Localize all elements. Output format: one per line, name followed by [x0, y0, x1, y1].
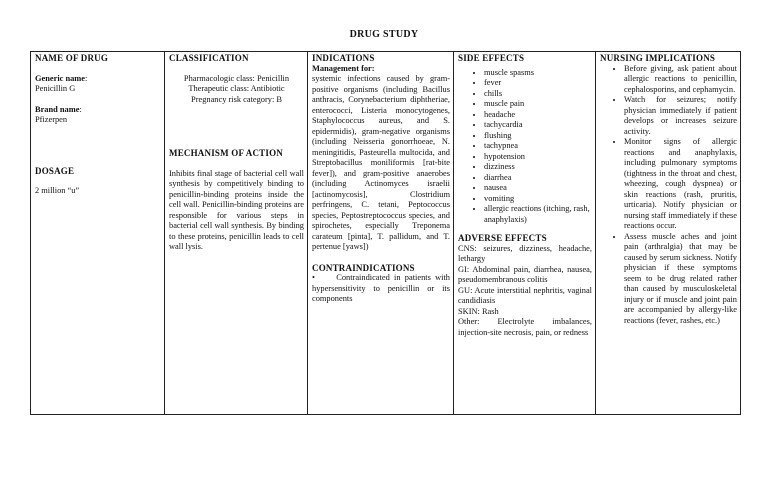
brand-name-value: Pfizerpen: [35, 115, 68, 124]
document-title: DRUG STUDY: [349, 29, 419, 40]
generic-name-label: Generic name: [35, 73, 86, 83]
generic-name-block: Generic name: Penicillin G: [35, 74, 161, 95]
pharmacologic-class: Pharmacologic class: Penicillin: [183, 73, 290, 83]
classification-cell: [165, 52, 308, 415]
adverse-effects-list: [458, 244, 592, 339]
side-effects-header: SIDE EFFECTS: [458, 53, 525, 63]
list-item: • flushing: [484, 131, 592, 142]
adverse-gi: GI: Abdominal pain, diarrhea, nausea, pseudomembranous colitis: [458, 264, 592, 284]
indications-text: systemic infections caused by gram-positive organisms (including Bacillus anthracis, Corynebacterium diphtheriae, enterococci, Listeria monocytogenes, Staphylococcus aureus, and S. epidermidis), gram-negative organisms (including Neisseria gonorrhoeae, N. meningitidis, Pasteurella multocida, and Streptobacillus moniliformis [rat-bite fever]), and gram-positive anaerobes (including Actinomyces israelii [actinomycosis], Clostridium perfringens, C. tetani, Peptococcus species, Peptostreptococcus species, and spirochetes, especially Treponema carateum [pinta], T. pallidum, and T. pertenue [yaws]): [312, 74, 450, 251]
list-item: • dizziness: [484, 162, 592, 173]
mechanism-text: Inhibits final stage of bacterial cell wall synthesis by competitively binding to penicillin-binding proteins inside the cell wall. Penicillin-binding proteins are responsible for various steps in bacterial cell wall synthesis. By binding to these proteins, penicillin leads to cell wall lysis.: [169, 168, 304, 251]
bullet-icon: •: [312, 273, 337, 282]
adverse-gu: GU: Acute interstitial nephritis, vaginal candidiasis: [458, 285, 592, 305]
brand-name-label: Brand name: [35, 104, 80, 114]
contraindications-block: [312, 273, 450, 305]
list-item: • hypotension: [484, 152, 592, 163]
list-item: • muscle pain: [484, 99, 592, 110]
classification-list: [169, 74, 304, 106]
nursing-implications-cell: [596, 52, 741, 415]
list-item: • Assess muscle aches and joint pain (arthralgia) that may be caused by serum sickness. Notify physician if these symptoms seem to be drug related rather than caused by musculoskeletal injury or if muscle and joint pain are accompanied by allergy-like reactions (fever, rashes, etc.): [624, 232, 737, 327]
list-item: • headache: [484, 110, 592, 121]
mechanism-header: MECHANISM OF ACTION: [169, 148, 283, 158]
list-item: • tachypnea: [484, 141, 592, 152]
drug-study-table: [30, 51, 741, 415]
list-item: • muscle spasms: [484, 68, 592, 79]
list-item: • Before giving, ask patient about allergic reactions to penicillin, cephalosporins, and cephamycin.: [624, 64, 737, 96]
table-row: [31, 52, 741, 415]
adverse-effects-header: ADVERSE EFFECTS: [458, 233, 547, 243]
indications-cell: INDICATIONS Management for: systemic infections caused by gram-positive organisms (including Bacillus anthracis, Corynebacterium diphtheriae, enterococci, Listeria monocytogenes, Staphylococcus aureus, and S. epidermidis), gram-negative organisms (including Neisseria gonorrhoeae, N. meningitidis, Pasteurella multocida, and Streptobacillus moniliformis [rat-bite fever]), and gram-positive anaerobes (including Actinomyces israelii [actinomycosis], Clostridium perfringens, C. tetani, Peptococcus species, Peptostreptococcus species, and spirochetes, especially Treponema carateum [pinta], T. pallidum, and T. pertenue [yaws]) CONTRAINDICATIONS • Contraindicated in patients with hypersensitivity to penicillin or its components: [308, 52, 454, 415]
dosage-value: 2 million “u”: [35, 186, 80, 195]
list-item: • diarrhea: [484, 173, 592, 184]
name-of-drug-header: NAME OF DRUG: [35, 53, 109, 63]
brand-name-block: Brand name: Pfizerpen: [35, 105, 161, 126]
classification-header: CLASSIFICATION: [169, 53, 249, 63]
list-item: • vomiting: [484, 194, 592, 205]
dosage-header: DOSAGE: [35, 165, 75, 176]
generic-name-value: Penicillin G: [35, 84, 76, 93]
contraindications-text: Contraindicated in patients with hypersensitivity to penicillin or its components: [312, 273, 450, 303]
indications-header: INDICATIONS: [312, 53, 375, 63]
drug-name-cell: [31, 52, 165, 415]
management-label: Management for: [312, 63, 372, 73]
contraindications-header: CONTRAINDICATIONS: [312, 262, 415, 273]
adverse-skin: SKIN: Rash: [458, 306, 499, 316]
nursing-implications-header: NURSING IMPLICATIONS: [600, 53, 716, 63]
list-item: • allergic reactions (itching, rash, anaphylaxis): [484, 204, 592, 225]
list-item: • nausea: [484, 183, 592, 194]
list-item: • chills: [484, 89, 592, 100]
list-item: • Watch for seizures; notify physician immediately if patient develops or increases seizure activity.: [624, 95, 737, 137]
list-item: • tachycardia: [484, 120, 592, 131]
list-item: • fever: [484, 78, 592, 89]
therapeutic-class: Therapeutic class: Antibiotic: [188, 84, 285, 93]
adverse-other: Other: Electrolyte imbalances, injection-site necrosis, pain, or redness: [458, 317, 592, 337]
side-effects-list: [458, 68, 592, 226]
nursing-implications-list: [600, 64, 737, 327]
pregnancy-category: Pregnancy risk category: B: [191, 94, 282, 104]
list-item: • Monitor signs of allergic reactions and anaphylaxis, including pulmonary symptoms (tightness in the throat and chest, wheezing, cough dyspnea) or skin reactions (rash, pruritis, urticaria). Notify physician or nursing staff immediately if these reactions occur.: [624, 137, 737, 232]
adverse-cns: CNS: seizures, dizziness, headache, lethargy: [458, 243, 592, 263]
side-effects-cell: [454, 52, 596, 415]
